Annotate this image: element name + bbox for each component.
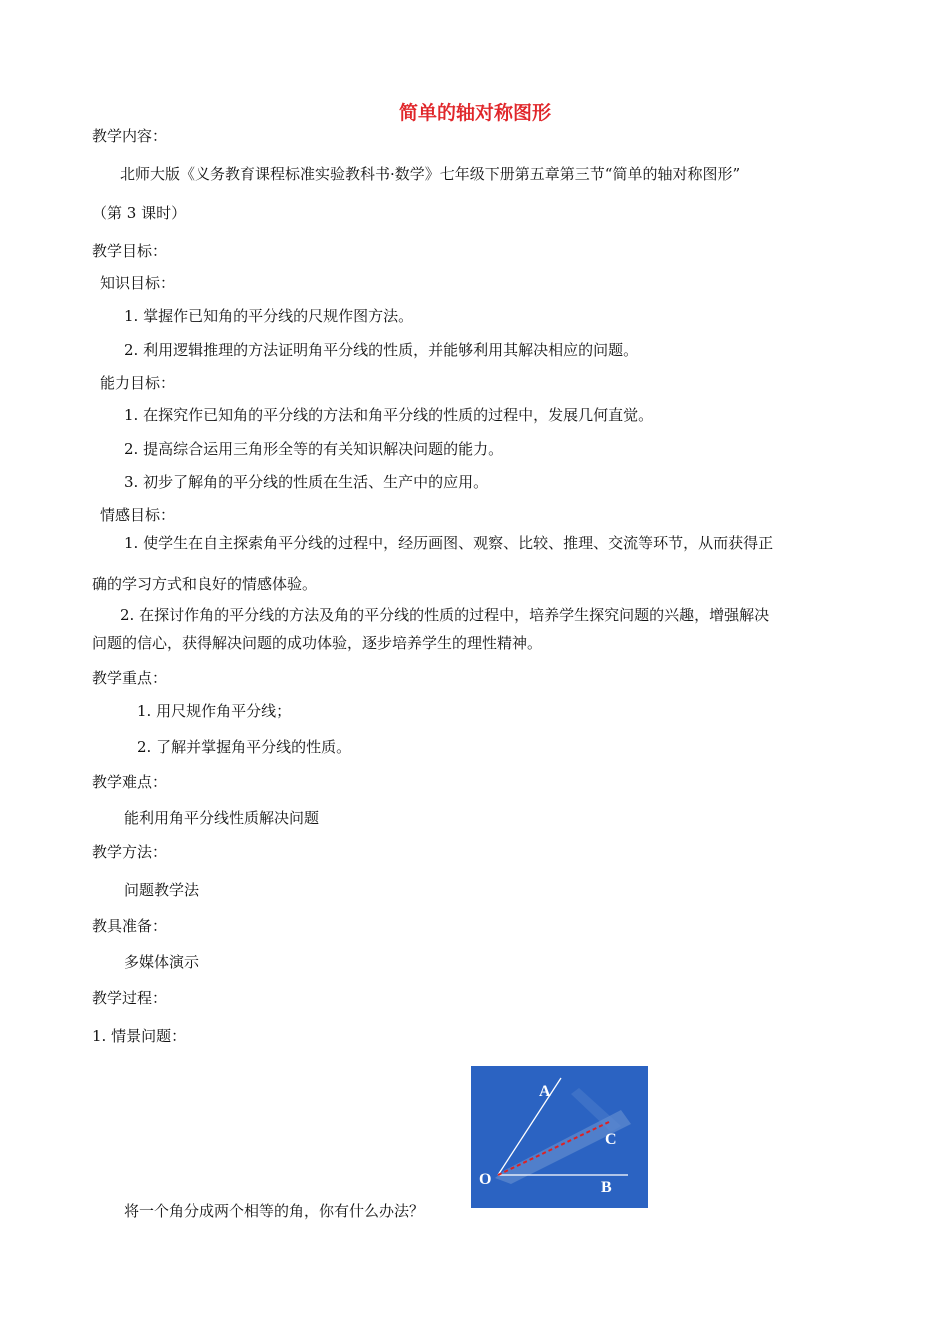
emotion-item-2a: 2. 在探讨作角的平分线的方法及角的平分线的性质的过程中，培养学生探究问题的兴趣，增强解决 <box>120 606 770 624</box>
content-heading: 教学内容： <box>92 127 168 145</box>
emotion-heading: 情感目标： <box>100 506 176 524</box>
ability-item-3: 3. 初步了解角的平分线的性质在生活、生产中的应用。 <box>124 473 489 491</box>
tools-heading: 教具准备： <box>92 917 168 935</box>
key-item-2: 2. 了解并掌握角平分线的性质。 <box>137 738 352 756</box>
method-heading: 教学方法： <box>92 843 168 861</box>
emotion-item-1a: 1. 使学生在自主探索角平分线的过程中，经历画图、观察、比较、推理、交流等环节，从而获得正 <box>124 534 774 552</box>
key-item-1: 1. 用尺规作角平分线； <box>137 702 292 720</box>
ability-heading: 能力目标： <box>100 374 176 392</box>
scenario-heading: 1. 情景问题： <box>92 1027 187 1045</box>
scenario-question: 将一个角分成两个相等的角，你有什么办法？ <box>124 1202 425 1220</box>
label-a: A <box>539 1083 551 1100</box>
process-heading: 教学过程： <box>92 989 168 1007</box>
content-text: 北师大版《义务教育课程标准实验教科书·数学》七年级下册第五章第三节“简单的轴对称图形” <box>120 165 741 183</box>
knowledge-item-1: 1. 掌握作已知角的平分线的尺规作图方法。 <box>124 307 414 325</box>
label-c: C <box>605 1131 617 1148</box>
difficulty-text: 能利用角平分线性质解决问题 <box>124 809 320 827</box>
knowledge-item-2: 2. 利用逻辑推理的方法证明角平分线的性质，并能够利用其解决相应的问题。 <box>124 341 639 359</box>
lesson-number: （第 3 课时） <box>92 204 187 222</box>
tools-text: 多媒体演示 <box>124 953 200 971</box>
figure-background <box>471 1066 648 1208</box>
key-heading: 教学重点： <box>92 669 168 687</box>
angle-figure-svg <box>471 1066 648 1208</box>
ability-item-1: 1. 在探究作已知角的平分线的方法和角平分线的性质的过程中，发展几何直觉。 <box>124 406 654 424</box>
document-title: 简单的轴对称图形 <box>398 102 551 124</box>
goals-heading: 教学目标： <box>92 242 168 260</box>
angle-bisector-figure <box>471 1066 648 1208</box>
label-b: B <box>601 1179 612 1196</box>
emotion-item-2b: 问题的信心，获得解决问题的成功体验，逐步培养学生的理性精神。 <box>92 634 543 652</box>
emotion-item-1b: 确的学习方式和良好的情感体验。 <box>92 575 318 593</box>
method-text: 问题教学法 <box>124 881 200 899</box>
knowledge-heading: 知识目标： <box>100 274 176 292</box>
label-o: O <box>479 1171 492 1188</box>
ability-item-2: 2. 提高综合运用三角形全等的有关知识解决问题的能力。 <box>124 440 504 458</box>
difficulty-heading: 教学难点： <box>92 773 168 791</box>
